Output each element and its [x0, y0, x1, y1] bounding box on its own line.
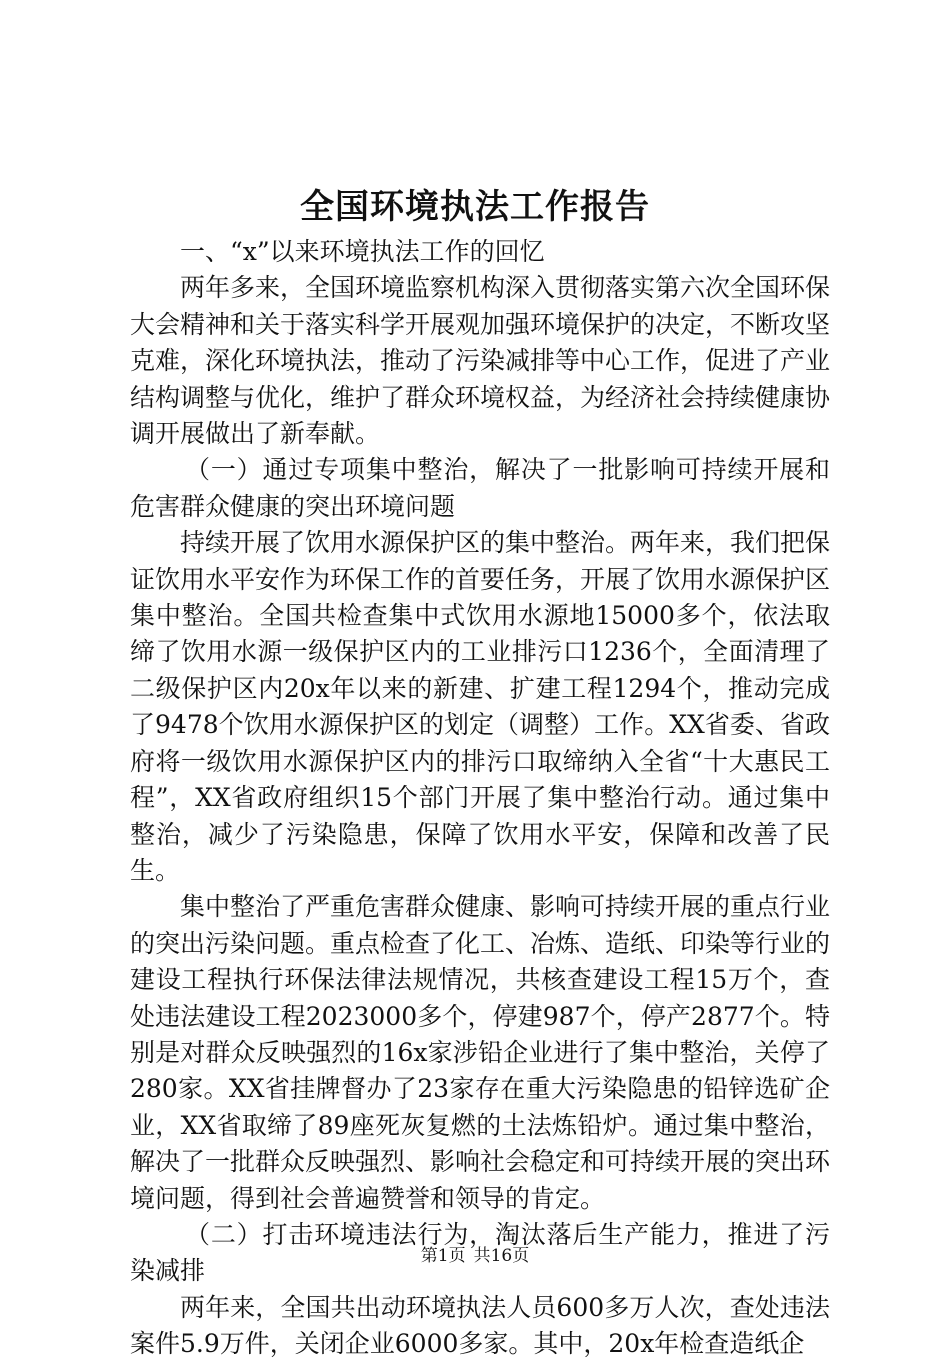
subsection-heading: （一）通过专项集中整治，解决了一批影响可持续开展和危害群众健康的突出环境问题 — [130, 455, 830, 521]
paragraph: 两年多来，全国环境监察机构深入贯彻落实第六次全国环保大会精神和关于落实科学开展观加强环境保护的决定，不断攻坚克难，深化环境执法，推动了污染减排等中心工作，促进了产业结构调整与优化，维护了群众环境权益，为经济社会持续健康协调开展做出了新奉献。 — [130, 273, 831, 449]
document-title: 全国环境执法工作报告 — [300, 187, 650, 227]
page-number: 第1页 — [420, 1246, 466, 1266]
page-footer — [0, 1244, 950, 1268]
paragraph: 两年来，全国共出动环境执法人员600多万人次，查处违法案件5.9万件，关闭企业6000多家。其中，20x年检查造纸企 — [130, 1292, 830, 1359]
paragraph: 持续开展了饮用水源保护区的集中整治。两年来，我们把保证饮用水平安作为环保工作的首要任务，开展了饮用水源保护区集中整治。全国共检查集中式饮用水源地15000多个，依法取缔了饮用水源一级保护区内的工业排污口1236个，全面清理了二级保护区内20x年以来的新建、扩建工程1294个，推动完成了9478个饮用水源保护区的划定（调整）工作。XX省委、省政府将一级饮用水源保护区内的排污口取缔纳入全省“十大惠民工程”，XX省政府组织15个部门开展了集中整治行动。通过集中整治，减少了污染隐患，保障了饮用水平安，保障和改善了民生。 — [130, 528, 831, 885]
page-total: 共16页 — [473, 1246, 530, 1266]
paragraph: 集中整治了严重危害群众健康、影响可持续开展的重点行业的突出污染问题。重点检查了化工、冶炼、造纸、印染等行业的建设工程执行环保法律法规情况，共核查建设工程15万个，查处违法建设工程2023000多个，停建987个，停产2877个。特别是对群众反映强烈的16x家涉铅企业进行了集中整治，关停了280家。XX省挂牌督办了23家存在重大污染隐患的铅锌选矿企业，XX省取缔了89座死灰复燃的土法炼铅炉。通过集中整治，解决了一批群众反映强烈、影响社会稳定和可持续开展的突出环境问题，得到社会普遍赞誉和领导的肯定。 — [130, 892, 831, 1213]
document-body — [130, 234, 830, 1363]
subsection-heading: （二）打击环境违法行为，淘汰落后生产能力，推进了污染减排 — [130, 1219, 830, 1286]
section-heading: 一、“x”以来环境执法工作的回忆 — [180, 237, 545, 266]
